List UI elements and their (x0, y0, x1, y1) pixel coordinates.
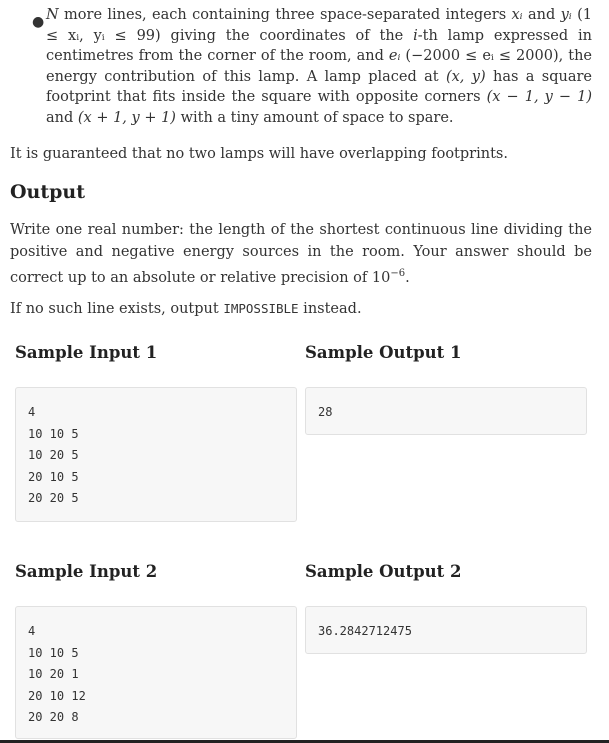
guarantee-paragraph: It is guaranteed that no two lamps will have overlapping footprints. (10, 146, 508, 162)
n-variable: N (46, 7, 59, 23)
sample-output-1-title: Sample Output 1 (305, 343, 462, 362)
energy-constraint: (−2000 ≤ eᵢ ≤ 2000) (400, 48, 559, 64)
bullet-text-part: with a tiny amount of space to spare. (175, 109, 454, 126)
impossible-text: If no such line exists, output (10, 301, 224, 317)
sample-output-2-box[interactable]: 36.2842712475 (305, 606, 587, 654)
input-format-bullet (28, 5, 592, 128)
output-description (10, 219, 592, 289)
corner-2: (x + 1, y + 1) (77, 109, 176, 126)
bullet-text (46, 5, 592, 128)
sample-input-1-title: Sample Input 1 (15, 343, 158, 362)
ei-variable: eᵢ (388, 48, 401, 64)
bullet-dot-icon: ● (32, 14, 45, 30)
impossible-paragraph (10, 298, 592, 320)
bullet-text-part: more lines, each containing three space-separated integers (58, 7, 512, 23)
sample-input-1-box[interactable]: 4 10 10 5 10 20 5 20 10 5 20 20 5 (15, 387, 297, 522)
impossible-code: IMPOSSIBLE (223, 301, 299, 316)
bullet-text-part: and (522, 7, 561, 23)
coordinate-constraint: 1 ≤ xᵢ, yᵢ ≤ 99 (46, 7, 592, 44)
bullet-text-part: has a square footprint that fits inside the square with opposite corners (46, 68, 592, 105)
precision-base: 10 (371, 269, 391, 286)
bullet-text-part: ) giving the coordinates of the (155, 27, 414, 44)
xi-variable: xᵢ (511, 7, 523, 23)
sample-input-2-title: Sample Input 2 (15, 562, 158, 581)
corner-1: (x − 1, y − 1) (486, 89, 592, 105)
output-text: Write one real number: the length of the shortest continuous line dividing the positive and negative energy sources in the room. Your answer should be correct up to an absolute or relative precision of (10, 222, 592, 286)
bullet-text-part: and (46, 109, 78, 126)
i-variable: i (413, 27, 418, 44)
yi-variable: yᵢ (560, 7, 572, 23)
xy-variable: (x, y) (445, 68, 486, 85)
sample-output-2-title: Sample Output 2 (305, 562, 462, 581)
output-heading: Output (10, 181, 86, 203)
bullet-text-part: ( (571, 7, 583, 23)
sample-output-1-box[interactable]: 28 (305, 387, 587, 435)
sample-input-2-box[interactable]: 4 10 10 5 10 20 1 20 10 12 20 20 8 (15, 606, 297, 739)
impossible-text-end: instead. (298, 301, 362, 317)
bullet-text-part: , the energy contribution of this lamp. A lamp placed at (46, 48, 592, 85)
bullet-text-part: -th lamp expressed in centimetres from the corner of the room, and (46, 27, 592, 64)
precision-end: . (405, 269, 410, 286)
precision-exponent: −6 (390, 268, 406, 279)
